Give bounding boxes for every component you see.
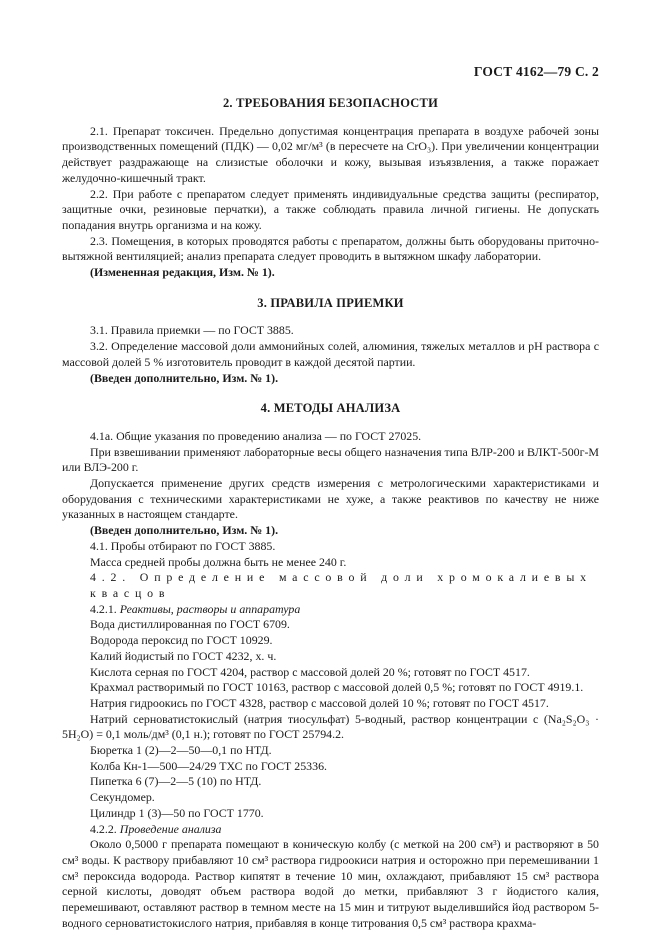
paragraph-4-2: 4.2. Определение массовой доли хромокалиевых квасцов [90,570,592,600]
amendment-note: (Введен дополнительно, Изм. № 1). [90,370,279,385]
subsection-title: Реактивы, растворы и аппаратура [119,601,301,616]
amendment-note: (Измененная редакция, Изм. № 1). [90,265,275,280]
list-item: Секундомер. [90,790,155,805]
list-item-thiosulfate: Натрий серноватистокислый (натрия тиосульфат) 5-водный, раствор концентрации c (Na₂S₂O₃ · 5H₂O) = 0,1 моль/дм³ (0,1 н.); готовят по ГОСТ 25794.2. [62,711,599,742]
list-item: Цилиндр 1 (3)—50 по ГОСТ 1770. [90,805,264,820]
paragraph-2-2: 2.2. При работе с препаратом следует применять индивидуальные средства защиты (респиратор, защитные очки, резиновые перчатки), а также соблюдать правила личной гигиены. Не допускать попадания внутрь организма и на кожу. [62,186,599,232]
paragraph-procedure: Около 0,5000 г препарата помещают в коническую колбу (с меткой на 200 см³) и растворяют в 50 см³ воды. К раствору прибавляют 10 см³ раствора гидроокиси натрия и осторожно при перемешивании 1 см³ пероксида водорода. Раствор кипятят в течение 10 мин, охлаждают, прибавляют 15 см³ раствора серной кислоты, доводят объем раствора водой до метки, прибавляют 3 г йодистого калия, перемешивают, оставляют раствор в темном месте на 15 мин и титруют выделившийся йод раствором 5-водного серноватистокислого натрия, прибавляя в конце титрования 0,5 см³ раствора крахма- [62,837,599,930]
paragraph-mass: Масса средней пробы должна быть не менее 240 г. [90,554,347,569]
subsection-number: 4.2.2. [90,821,117,836]
amendment-note: (Введен дополнительно, Изм. № 1). [90,523,279,538]
section-4-title: 4. МЕТОДЫ АНАЛИЗА [260,401,401,416]
list-item: Бюретка 1 (2)—2—50—0,1 по НТД. [90,743,272,758]
subsection-4-2-1 [62,602,599,618]
paragraph-2-1: 2.1. Препарат токсичен. Предельно допустимая концентрация препарата в воздухе рабочей зоны производственных помещений (ПДК) — 0,02 мг/м³ (в пересчете на CrO₃). При увеличении концентрации действует раздражающе на слизистые оболочки и кожу, вызывая изъязвления, а также поражает желудочно-кишечный тракт. [62,123,599,185]
list-item: Колба Кн-1—500—24/29 ТХС по ГОСТ 25336. [90,758,327,773]
list-item: Водорода пероксид по ГОСТ 10929. [90,633,273,648]
paragraph-4-1a: 4.1а. Общие указания по проведению анализа — по ГОСТ 27025. [90,428,422,443]
list-item: Калий йодистый по ГОСТ 4232, х. ч. [90,648,277,663]
subsection-title: Проведение анализа [119,821,222,836]
document-body [62,94,599,931]
section-3-title: 3. ПРАВИЛА ПРИЕМКИ [257,295,404,310]
list-item: Пипетка 6 (7)—2—5 (10) по НТД. [90,774,262,789]
list-item: Вода дистиллированная по ГОСТ 6709. [90,617,290,632]
paragraph-weighing: При взвешивании применяют лабораторные весы общего назначения типа ВЛР-200 и ВЛКТ-500г-М или ВЛЭ-200 г. [62,444,599,475]
list-item-naoh: Натрия гидроокись по ГОСТ 4328, раствор с массовой долей 10 %; готовят по ГОСТ 4517. [90,695,549,710]
paragraph-3-1: 3.1. Правила приемки — по ГОСТ 3885. [90,323,294,338]
subsection-number: 4.2.1. [90,601,117,616]
paragraph-4-1: 4.1. Пробы отбирают по ГОСТ 3885. [90,538,276,553]
list-item-starch: Крахмал растворимый по ГОСТ 10163, раствор с массовой долей 0,5 %; готовят по ГОСТ 4919.1. [90,680,584,695]
paragraph-allowed: Допускается применение других средств измерения с метрологическими характеристиками и оборудования с техническими характеристиками не хуже, а также реактивов по качеству не ниже указанных в настоящем стандарте. [62,476,599,522]
paragraph-2-3: 2.3. Помещения, в которых проводятся работы с препаратом, должны быть оборудованы приточно-вытяжной вентиляцией; анализ препарата следует проводить в вытяжном шкафу лаборатории. [62,233,599,264]
section-2-title: 2. ТРЕБОВАНИЯ БЕЗОПАСНОСТИ [222,96,438,110]
page-header: ГОСТ 4162—79 С. 2 [473,64,599,79]
list-item: Кислота серная по ГОСТ 4204, раствор с массовой долей 20 %; готовят по ГОСТ 4517. [90,664,530,679]
subsection-4-2-2 [62,822,599,838]
paragraph-3-2: 3.2. Определение массовой доли аммонийных солей, алюминия, тяжелых металлов и pH раствора с массовой долей 5 % изготовитель проводит в каждой десятой партии. [62,339,599,369]
